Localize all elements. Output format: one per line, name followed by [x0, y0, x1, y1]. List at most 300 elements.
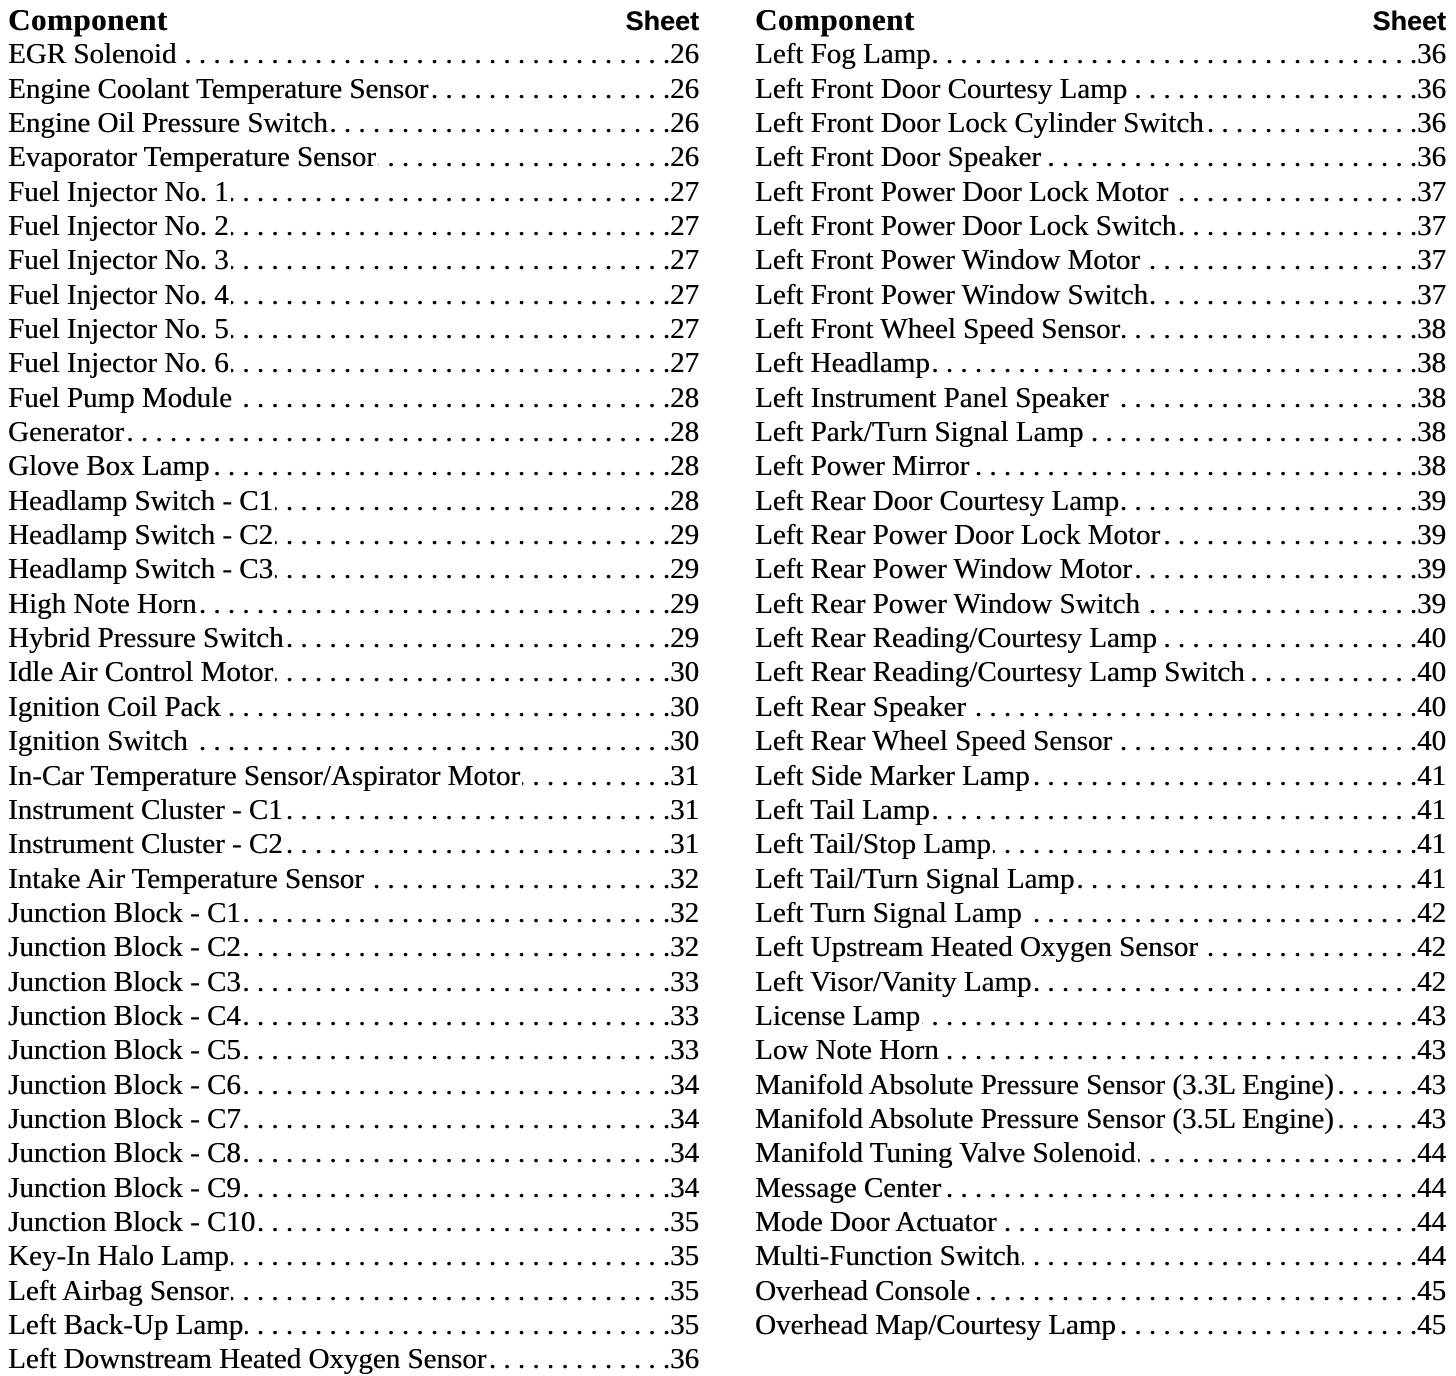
- component-name: Junction Block - C2: [8, 931, 241, 964]
- sheet-number: 40: [1417, 690, 1446, 723]
- component-name: Left Front Wheel Speed Sensor: [755, 313, 1121, 346]
- sheet-number: 30: [670, 725, 699, 758]
- dot-leader: [1032, 759, 1417, 793]
- toc-entry: [8, 621, 699, 655]
- toc-entry: [8, 1136, 699, 1170]
- component-name: Low Note Horn: [755, 1034, 939, 1067]
- toc-entry: [8, 1308, 699, 1342]
- toc-entry: [755, 312, 1446, 346]
- dot-leader: [378, 140, 670, 174]
- dot-leader: [941, 1033, 1417, 1067]
- component-name: Left Airbag Sensor: [8, 1274, 229, 1307]
- component-name: Manifold Tuning Valve Solenoid: [755, 1137, 1136, 1170]
- toc-entry: [755, 587, 1446, 621]
- dot-leader: [922, 999, 1417, 1033]
- dot-leader: [243, 1102, 670, 1136]
- dot-leader: [231, 209, 670, 243]
- component-name: Left Rear Power Window Motor: [755, 553, 1132, 586]
- toc-entry: [8, 209, 699, 243]
- dot-leader: [285, 793, 670, 827]
- toc-entry: [8, 1205, 699, 1239]
- toc-entry: [8, 587, 699, 621]
- dot-leader: [1114, 724, 1417, 758]
- sheet-number: 40: [1417, 725, 1446, 758]
- sheet-number: 27: [670, 175, 699, 208]
- component-name: Left Turn Signal Lamp: [755, 896, 1022, 929]
- sheet-number: 44: [1417, 1137, 1446, 1170]
- component-name: In-Car Temperature Sensor/Aspirator Motor: [8, 759, 521, 792]
- component-name: Junction Block - C10: [8, 1205, 256, 1238]
- dot-leader: [1247, 655, 1417, 689]
- component-name: Left Rear Power Door Lock Motor: [755, 519, 1161, 552]
- component-name: Left Fog Lamp: [755, 38, 931, 71]
- dot-leader: [1200, 930, 1417, 964]
- component-name: Left Rear Reading/Courtesy Lamp: [755, 622, 1157, 655]
- toc-entry: [755, 999, 1446, 1033]
- dot-leader: [1336, 1102, 1417, 1136]
- dot-leader: [968, 690, 1417, 724]
- sheet-number: 29: [670, 587, 699, 620]
- dot-leader: [933, 37, 1417, 71]
- sheet-number: 29: [670, 519, 699, 552]
- dot-leader: [330, 106, 670, 140]
- component-name: Engine Oil Pressure Switch: [8, 106, 328, 139]
- sheet-number: 37: [1417, 244, 1446, 277]
- toc-entry: [755, 72, 1446, 106]
- toc-entry: [8, 827, 699, 861]
- toc-entry: [8, 1274, 699, 1308]
- dot-leader: [943, 1171, 1417, 1205]
- component-name: Left Downstream Heated Oxygen Sensor: [8, 1343, 487, 1376]
- dot-leader: [275, 655, 670, 689]
- dot-leader: [1024, 896, 1417, 930]
- component-name: Headlamp Switch - C2: [8, 519, 273, 552]
- dot-leader: [243, 1171, 670, 1205]
- component-name: Mode Door Actuator: [755, 1205, 997, 1238]
- component-name: EGR Solenoid: [8, 38, 177, 71]
- component-name: Left Instrument Panel Speaker: [755, 381, 1109, 414]
- dot-leader: [1121, 484, 1417, 518]
- toc-entry: [755, 140, 1446, 174]
- dot-leader: [1206, 106, 1417, 140]
- component-name: Fuel Injector No. 4: [8, 278, 229, 311]
- toc-entry: [8, 381, 699, 415]
- component-name: Junction Block - C6: [8, 1068, 241, 1101]
- sheet-number: 34: [670, 1137, 699, 1170]
- component-name: Left Rear Speaker: [755, 690, 966, 723]
- sheet-number: 38: [1417, 313, 1446, 346]
- dot-leader: [1033, 965, 1417, 999]
- dot-leader: [932, 346, 1417, 380]
- component-name: Ignition Switch: [8, 725, 188, 758]
- sheet-number: 43: [1417, 1068, 1446, 1101]
- toc-entry: [755, 243, 1446, 277]
- component-name: Left Headlamp: [755, 347, 930, 380]
- component-name: Left Rear Power Window Switch: [755, 587, 1140, 620]
- component-name: Left Rear Reading/Courtesy Lamp Switch: [755, 656, 1245, 689]
- toc-entry: [8, 690, 699, 724]
- toc-entry: [755, 449, 1446, 483]
- component-name: Junction Block - C7: [8, 1102, 241, 1135]
- sheet-number: 26: [670, 38, 699, 71]
- toc-entry: [755, 518, 1446, 552]
- toc-entry: [8, 999, 699, 1033]
- toc-entry: [755, 1274, 1446, 1308]
- toc-entry: [8, 930, 699, 964]
- toc-entry: [8, 1342, 699, 1376]
- toc-entry: [8, 862, 699, 896]
- dot-leader: [1150, 278, 1417, 312]
- sheet-number: 45: [1417, 1309, 1446, 1342]
- dot-leader: [522, 759, 670, 793]
- component-name: Fuel Pump Module: [8, 381, 232, 414]
- component-name: Junction Block - C1: [8, 896, 241, 929]
- toc-entry: [8, 1033, 699, 1067]
- sheet-number: 27: [670, 244, 699, 277]
- dot-leader: [126, 415, 670, 449]
- sheet-number: 38: [1417, 381, 1446, 414]
- component-name: Intake Air Temperature Sensor: [8, 862, 364, 895]
- sheet-number: 26: [670, 72, 699, 105]
- component-name: License Lamp: [755, 999, 921, 1032]
- toc-entry: [8, 655, 699, 689]
- toc-entry: [755, 896, 1446, 930]
- sheet-number: 41: [1417, 759, 1446, 792]
- toc-entry: [8, 37, 699, 71]
- toc-entry: [8, 1239, 699, 1273]
- sheet-number: 31: [670, 759, 699, 792]
- toc-entry: [755, 621, 1446, 655]
- sheet-number: 37: [1417, 175, 1446, 208]
- toc-entry: [8, 759, 699, 793]
- component-name: Generator: [8, 416, 124, 449]
- component-name: Left Front Power Door Lock Switch: [755, 210, 1177, 243]
- toc-entry: [8, 72, 699, 106]
- toc-entry: [755, 1171, 1446, 1205]
- sheet-number: 40: [1417, 622, 1446, 655]
- sheet-number: 44: [1417, 1171, 1446, 1204]
- component-name: Instrument Cluster - C2: [8, 828, 283, 861]
- toc-entry: [8, 106, 699, 140]
- sheet-number: 44: [1417, 1205, 1446, 1238]
- sheet-number: 43: [1417, 1034, 1446, 1067]
- toc-entry: [755, 209, 1446, 243]
- toc-entry: [755, 759, 1446, 793]
- component-name: Fuel Injector No. 2: [8, 210, 229, 243]
- toc-entry: [755, 1239, 1446, 1273]
- dot-leader: [1076, 862, 1417, 896]
- dot-leader: [1111, 381, 1417, 415]
- sheet-number: 38: [1417, 450, 1446, 483]
- toc-entry: [755, 690, 1446, 724]
- dot-leader: [243, 1033, 670, 1067]
- sheet-number: 35: [670, 1309, 699, 1342]
- toc-entry: [8, 1068, 699, 1102]
- dot-leader: [972, 1274, 1417, 1308]
- sheet-number: 43: [1417, 999, 1446, 1032]
- component-name: Junction Block - C8: [8, 1137, 241, 1170]
- dot-leader: [231, 1239, 670, 1273]
- sheet-number: 29: [670, 622, 699, 655]
- component-name: Junction Block - C4: [8, 999, 241, 1032]
- sheet-number: 39: [1417, 519, 1446, 552]
- toc-entry: [8, 415, 699, 449]
- dot-leader: [243, 999, 670, 1033]
- dot-leader: [231, 1274, 670, 1308]
- dot-leader: [211, 449, 670, 483]
- component-name: Headlamp Switch - C1: [8, 484, 273, 517]
- toc-entry: [755, 1308, 1446, 1342]
- toc-entry: [755, 862, 1446, 896]
- sheet-number: 32: [670, 931, 699, 964]
- component-name: Left Front Door Courtesy Lamp: [755, 72, 1128, 105]
- dot-leader: [223, 690, 670, 724]
- sheet-header: Sheet: [625, 6, 699, 36]
- component-name: Manifold Absolute Pressure Sensor (3.3L Engine): [755, 1068, 1334, 1101]
- toc-entry: [755, 381, 1446, 415]
- component-name: Ignition Coil Pack: [8, 690, 221, 723]
- toc-list-right: [755, 37, 1446, 1342]
- dot-leader: [231, 346, 670, 380]
- toc-entry: [8, 312, 699, 346]
- dot-leader: [1170, 175, 1417, 209]
- sheet-number: 30: [670, 690, 699, 723]
- component-name: Left Tail Lamp: [755, 793, 930, 826]
- toc-entry: [8, 140, 699, 174]
- sheet-number: 36: [1417, 141, 1446, 174]
- sheet-number: 39: [1417, 553, 1446, 586]
- component-name: Left Upstream Heated Oxygen Sensor: [755, 931, 1198, 964]
- component-name: Left Back-Up Lamp: [8, 1309, 244, 1342]
- sheet-number: 27: [670, 313, 699, 346]
- toc-entry: [8, 965, 699, 999]
- toc-entry: [8, 1171, 699, 1205]
- dot-leader: [243, 965, 670, 999]
- component-name: Engine Coolant Temperature Sensor: [8, 72, 429, 105]
- component-name: Fuel Injector No. 3: [8, 244, 229, 277]
- toc-entry: [755, 1205, 1446, 1239]
- dot-leader: [275, 518, 670, 552]
- component-name: Junction Block - C3: [8, 965, 241, 998]
- toc-column-left: [8, 3, 699, 1376]
- dot-leader: [488, 1342, 670, 1376]
- dot-leader: [257, 1205, 670, 1239]
- dot-leader: [178, 37, 670, 71]
- component-name: Left Visor/Vanity Lamp: [755, 965, 1032, 998]
- toc-entry: [8, 724, 699, 758]
- toc-entry: [8, 175, 699, 209]
- sheet-number: 36: [670, 1343, 699, 1376]
- component-name: Evaporator Temperature Sensor: [8, 141, 376, 174]
- dot-leader: [1122, 312, 1417, 346]
- dot-leader: [993, 827, 1417, 861]
- dot-leader: [430, 72, 670, 106]
- component-name: Fuel Injector No. 5: [8, 313, 229, 346]
- dot-leader: [231, 278, 670, 312]
- dot-leader: [234, 381, 670, 415]
- toc-entry: [755, 793, 1446, 827]
- sheet-number: 41: [1417, 793, 1446, 826]
- dot-leader: [1142, 587, 1417, 621]
- toc-entry: [8, 243, 699, 277]
- sheet-number: 36: [1417, 106, 1446, 139]
- dot-leader: [275, 552, 670, 586]
- component-name: Fuel Injector No. 1: [8, 175, 229, 208]
- sheet-number: 44: [1417, 1240, 1446, 1273]
- component-name: Manifold Absolute Pressure Sensor (3.5L Engine): [755, 1102, 1334, 1135]
- dot-leader: [1129, 72, 1417, 106]
- dot-leader: [285, 827, 670, 861]
- toc-entry: [755, 175, 1446, 209]
- toc-entry: [8, 1102, 699, 1136]
- toc-entry: [755, 552, 1446, 586]
- sheet-number: 27: [670, 347, 699, 380]
- component-name: Left Front Door Speaker: [755, 141, 1041, 174]
- component-name: Junction Block - C5: [8, 1034, 241, 1067]
- dot-leader: [1138, 1136, 1417, 1170]
- component-name: High Note Horn: [8, 587, 197, 620]
- dot-leader: [245, 1308, 670, 1342]
- toc-entry: [755, 346, 1446, 380]
- sheet-number: 28: [670, 381, 699, 414]
- component-name: Left Tail/Stop Lamp: [755, 828, 991, 861]
- component-name: Left Tail/Turn Signal Lamp: [755, 862, 1075, 895]
- sheet-number: 28: [670, 484, 699, 517]
- sheet-number: 31: [670, 828, 699, 861]
- component-name: Left Front Door Lock Cylinder Switch: [755, 106, 1204, 139]
- component-name: Overhead Map/Courtesy Lamp: [755, 1309, 1116, 1342]
- sheet-number: 37: [1417, 210, 1446, 243]
- component-header: Component: [8, 2, 168, 37]
- toc-entry: [755, 965, 1446, 999]
- toc-entry: [755, 1033, 1446, 1067]
- toc-entry: [755, 415, 1446, 449]
- toc-entry: [755, 655, 1446, 689]
- component-name: Left Power Mirror: [755, 450, 970, 483]
- dot-leader: [1043, 140, 1417, 174]
- sheet-number: 28: [670, 450, 699, 483]
- dot-leader: [243, 1136, 670, 1170]
- sheet-number: 32: [670, 896, 699, 929]
- sheet-number: 42: [1417, 931, 1446, 964]
- sheet-number: 31: [670, 793, 699, 826]
- dot-leader: [190, 724, 670, 758]
- sheet-number: 27: [670, 210, 699, 243]
- toc-entry: [8, 518, 699, 552]
- component-name: Instrument Cluster - C1: [8, 793, 283, 826]
- dot-leader: [1159, 621, 1417, 655]
- dot-leader: [275, 484, 670, 518]
- toc-entry: [8, 449, 699, 483]
- sheet-number: 43: [1417, 1102, 1446, 1135]
- dot-leader: [1162, 518, 1417, 552]
- dot-leader: [231, 175, 670, 209]
- dot-leader: [366, 862, 670, 896]
- toc-entry: [755, 484, 1446, 518]
- sheet-number: 38: [1417, 347, 1446, 380]
- toc-entry: [755, 1068, 1446, 1102]
- toc-entry: [8, 278, 699, 312]
- sheet-number: 41: [1417, 828, 1446, 861]
- dot-leader: [231, 312, 670, 346]
- dot-leader: [932, 793, 1417, 827]
- sheet-number: 27: [670, 278, 699, 311]
- dot-leader: [285, 621, 670, 655]
- dot-leader: [243, 930, 670, 964]
- toc-entry: [755, 724, 1446, 758]
- sheet-number: 35: [670, 1205, 699, 1238]
- component-name: Left Front Power Window Switch: [755, 278, 1148, 311]
- component-name: Left Rear Wheel Speed Sensor: [755, 725, 1113, 758]
- component-name: Left Front Power Door Lock Motor: [755, 175, 1169, 208]
- sheet-number: 34: [670, 1171, 699, 1204]
- sheet-number: 34: [670, 1102, 699, 1135]
- sheet-number: 29: [670, 553, 699, 586]
- component-name: Left Front Power Window Motor: [755, 244, 1140, 277]
- component-name: Fuel Injector No. 6: [8, 347, 229, 380]
- sheet-header: Sheet: [1372, 6, 1446, 36]
- component-name: Left Side Marker Lamp: [755, 759, 1030, 792]
- sheet-number: 30: [670, 656, 699, 689]
- toc-entry: [755, 37, 1446, 71]
- dot-leader: [999, 1205, 1417, 1239]
- sheet-number: 37: [1417, 278, 1446, 311]
- sheet-number: 32: [670, 862, 699, 895]
- component-name: Hybrid Pressure Switch: [8, 622, 284, 655]
- component-header: Component: [755, 2, 915, 37]
- sheet-number: 26: [670, 141, 699, 174]
- toc-entry: [8, 346, 699, 380]
- sheet-number: 36: [1417, 72, 1446, 105]
- toc-entry: [8, 484, 699, 518]
- toc-entry: [755, 930, 1446, 964]
- dot-leader: [1142, 243, 1417, 277]
- sheet-number: 33: [670, 1034, 699, 1067]
- dot-leader: [971, 449, 1417, 483]
- dot-leader: [1118, 1308, 1417, 1342]
- component-name: Junction Block - C9: [8, 1171, 241, 1204]
- sheet-number: 36: [1417, 38, 1446, 71]
- component-name: Headlamp Switch - C3: [8, 553, 273, 586]
- toc-entry: [8, 793, 699, 827]
- sheet-number: 34: [670, 1068, 699, 1101]
- sheet-number: 35: [670, 1274, 699, 1307]
- toc-entry: [755, 827, 1446, 861]
- dot-leader: [243, 1068, 670, 1102]
- sheet-number: 40: [1417, 656, 1446, 689]
- dot-leader: [198, 587, 670, 621]
- column-header-left: [8, 3, 699, 37]
- dot-leader: [1178, 209, 1417, 243]
- component-name: Overhead Console: [755, 1274, 971, 1307]
- dot-leader: [243, 896, 670, 930]
- toc-entry: [755, 1102, 1446, 1136]
- sheet-number: 28: [670, 416, 699, 449]
- sheet-number: 42: [1417, 965, 1446, 998]
- toc-column-right: [755, 3, 1446, 1376]
- toc-entry: [755, 278, 1446, 312]
- component-name: Key-In Halo Lamp: [8, 1240, 229, 1273]
- dot-leader: [1085, 415, 1417, 449]
- toc-list-left: [8, 37, 699, 1376]
- sheet-number: 38: [1417, 416, 1446, 449]
- component-name: Multi-Function Switch: [755, 1240, 1021, 1273]
- sheet-number: 35: [670, 1240, 699, 1273]
- sheet-number: 33: [670, 999, 699, 1032]
- component-name: Idle Air Control Motor: [8, 656, 274, 689]
- sheet-number: 45: [1417, 1274, 1446, 1307]
- toc-entry: [8, 896, 699, 930]
